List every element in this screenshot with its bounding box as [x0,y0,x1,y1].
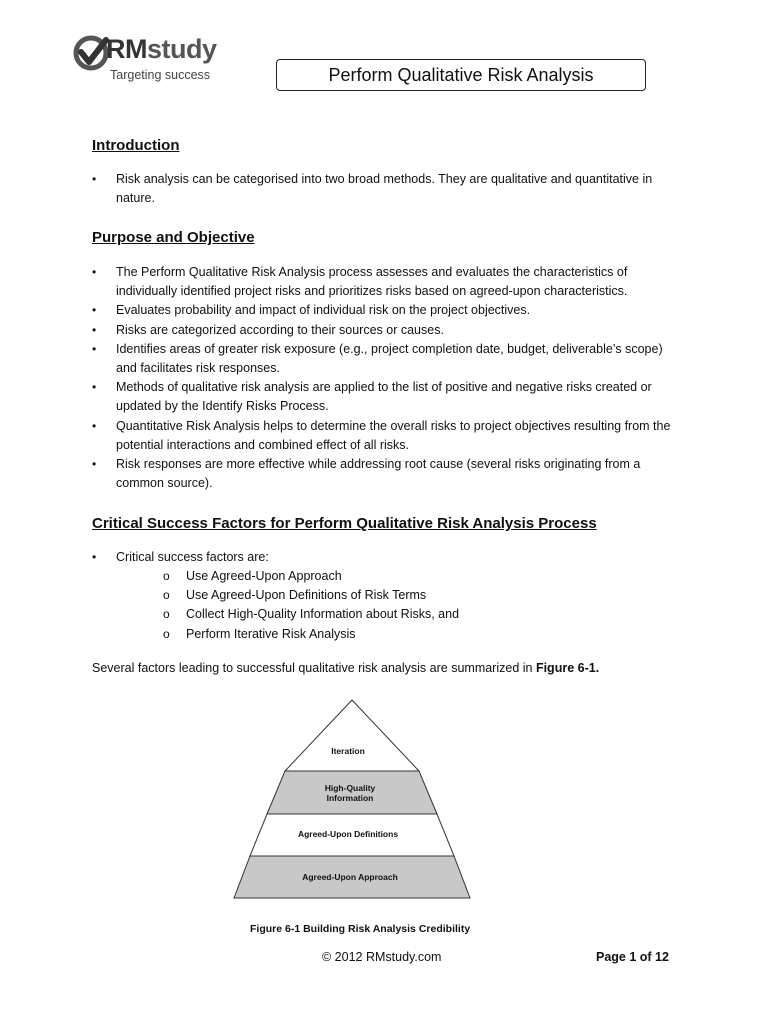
rmstudy-logo [72,34,242,84]
list-item: • Identifies areas of greater risk exposure (e.g., project completion date, budget, deliverable’s scope) and facilitates risk responses. [92,340,672,378]
list-item: • Quantitative Risk Analysis helps to determine the overall risks to project objectives resulting from the potential interactions and combined effect of all risks. [92,417,672,455]
list-item: • Evaluates probability and impact of individual risk on the project objectives. [92,301,672,320]
list-item: • Critical success factors are: [92,548,672,567]
csf-list [92,548,672,567]
list-item: • Risk responses are more effective while addressing root cause (several risks originating from a common source). [92,455,672,493]
pyramid-label-high-quality: High-Quality [324,783,376,793]
sub-list-item: o Perform Iterative Risk Analysis [163,625,563,644]
document-title: Perform Qualitative Risk Analysis [276,59,646,91]
footer-copyright: © 2012 RMstudy.com [322,950,442,964]
pyramid-label-approach: Agreed-Upon Approach [302,872,398,882]
pyramid-label-information: Information [326,793,374,803]
purpose-list [92,263,672,493]
summary-paragraph: Several factors leading to successful qualitative risk analysis are summarized in Figure 6-1. [92,661,600,675]
sub-list-item: o Collect High-Quality Information about Risks, and [163,605,563,624]
logo-tagline: Targeting success [110,68,211,82]
logo-brand: RMstudy [106,34,217,64]
list-item: • Methods of qualitative risk analysis are applied to the list of positive and negative risks created or updated by the Identify Risks Process. [92,378,672,416]
pyramid-label-definitions: Agreed-Upon Definitions [297,829,399,839]
sub-list-item: o Use Agreed-Upon Approach [163,567,563,586]
figure-caption: Figure 6-1 Building Risk Analysis Credibility [250,923,471,935]
introduction-list [92,170,672,208]
introduction-heading: Introduction [92,137,180,154]
list-item: • Risks are categorized according to their sources or causes. [92,321,672,340]
sub-list-item: o Use Agreed-Upon Definitions of Risk Terms [163,586,563,605]
list-item: • The Perform Qualitative Risk Analysis process assesses and evaluates the characteristics of individually identified project risks and prioritizes risks based on agreed-upon characteristics. [92,263,672,301]
csf-heading: Critical Success Factors for Perform Qualitative Risk Analysis Process [92,515,597,532]
figure-reference: Figure 6-1. [535,661,600,675]
list-item: • Risk analysis can be categorised into two broad methods. They are qualitative and quantitative in nature. [92,170,672,208]
pyramid-band-iteration [285,700,419,771]
footer-page-number: Page 1 of 12 [596,950,669,964]
pyramid-label-iteration: Iteration [331,746,365,756]
csf-sub-list [163,567,563,644]
credibility-pyramid-diagram [222,697,482,907]
purpose-heading: Purpose and Objective [92,229,255,246]
